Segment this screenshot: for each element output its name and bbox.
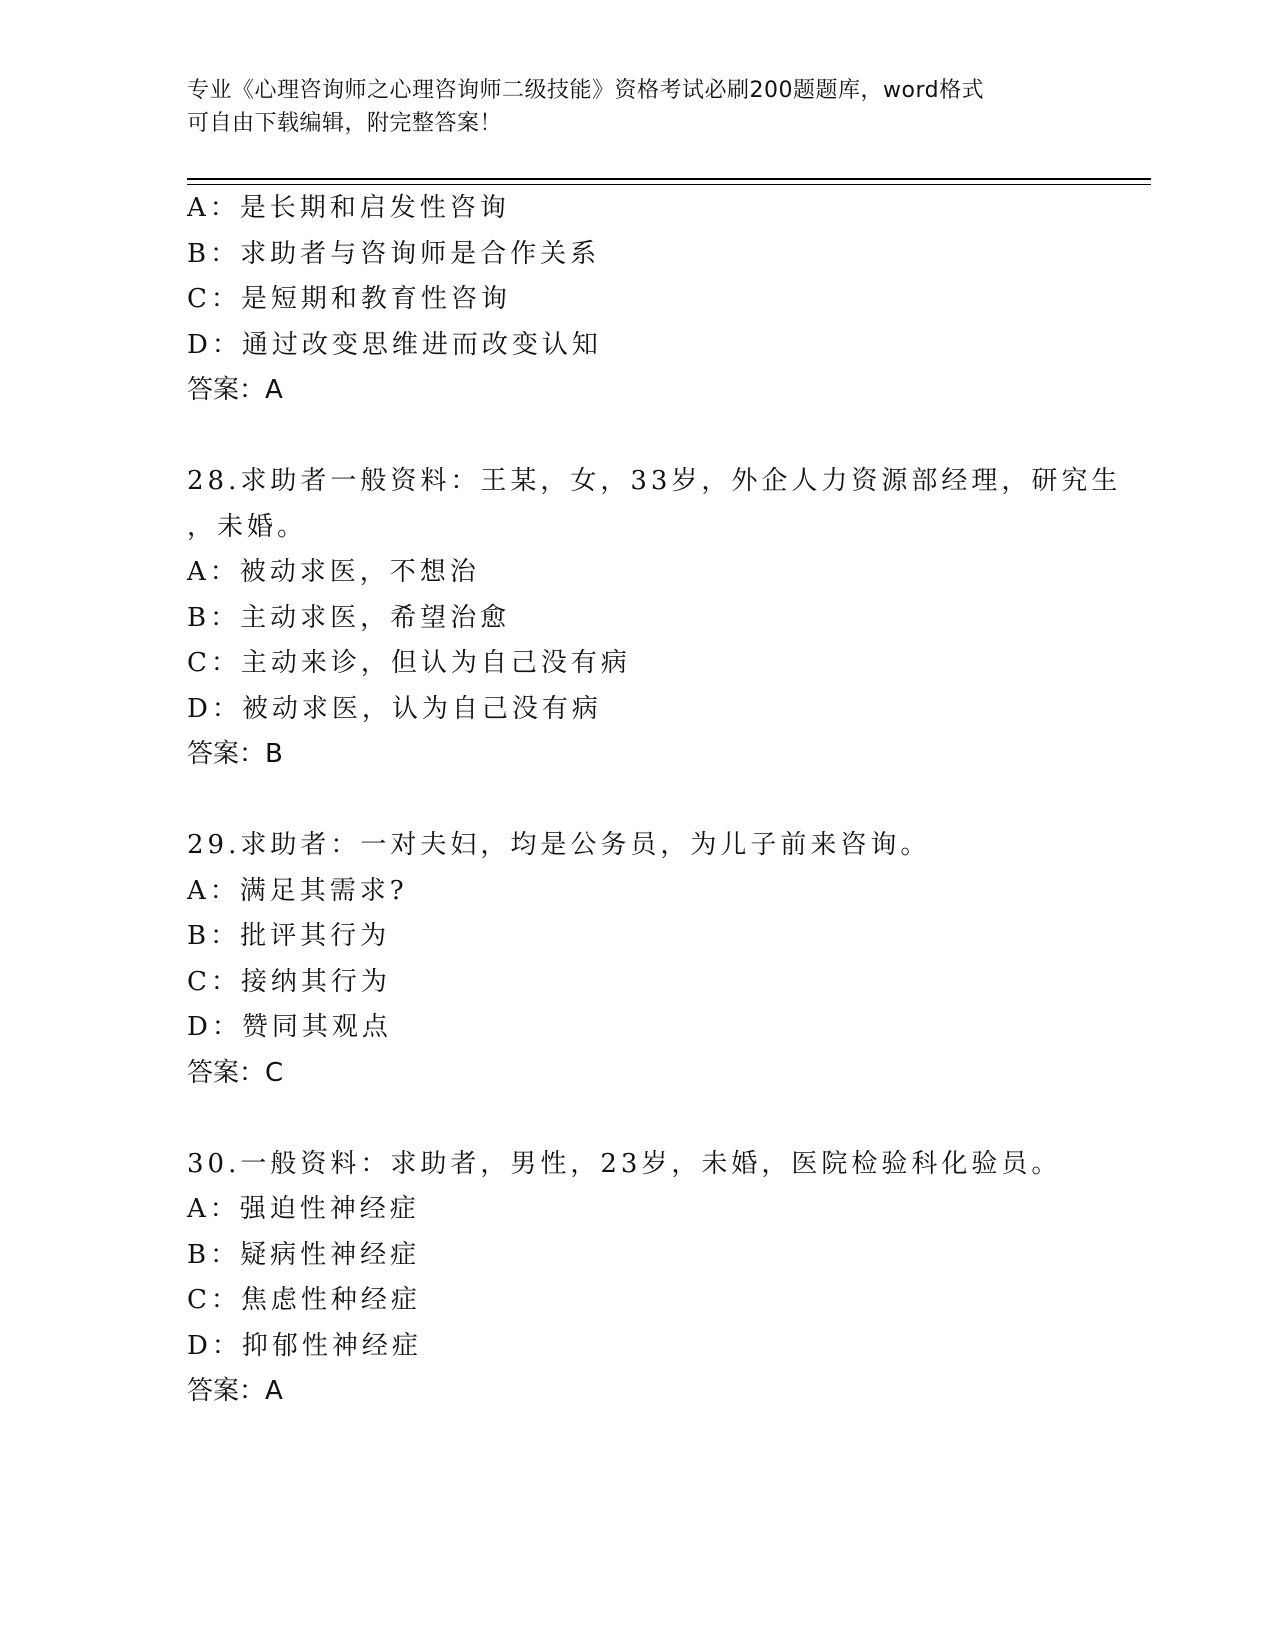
option-b: B：疑病性神经症 <box>187 1239 421 1270</box>
question-stem: 30.一般资料：求助者，男性，23岁，未婚，医院检验科化验员。 <box>187 1148 1062 1179</box>
spacer <box>187 778 1137 824</box>
option-a: A：满足其需求? <box>187 875 408 906</box>
answer: 答案：A <box>187 1376 283 1406</box>
option-c: C：焦虑性种经症 <box>187 1285 421 1315</box>
option-d: D：抑郁性神经症 <box>187 1330 422 1361</box>
option-c: C：接纳其行为 <box>187 966 391 997</box>
option-c: C：主动来诊，但认为自己没有病 <box>187 648 631 678</box>
answer: 答案：B <box>187 739 283 769</box>
option-a: A：是长期和启发性咨询 <box>187 193 510 223</box>
answer: 答案：A <box>187 375 283 405</box>
header-rule-thin <box>187 184 1151 185</box>
option-d: D：被动求医，认为自己没有病 <box>187 693 602 724</box>
spacer <box>187 414 1137 460</box>
question-stem: 28.求助者一般资料：王某，女，33岁，外企人力资源部经理，研究生 <box>187 466 1122 496</box>
option-d: D：通过改变思维进而改变认知 <box>187 329 602 360</box>
question-stem: 29.求助者：一对夫妇，均是公务员，为儿子前来咨询。 <box>187 830 931 860</box>
header-line-2: 可自由下载编辑，附完整答案！ <box>187 111 503 136</box>
question-28 <box>187 459 1137 778</box>
answer: 答案：C <box>187 1057 284 1088</box>
option-b: B：主动求医，希望治愈 <box>187 602 511 633</box>
question-stem-continued: ，未婚。 <box>187 511 308 542</box>
option-c: C：是短期和教育性咨询 <box>187 284 511 314</box>
option-a: A：强迫性神经症 <box>187 1194 420 1224</box>
option-d: D：赞同其观点 <box>187 1012 392 1042</box>
question-list <box>187 186 1137 1415</box>
spacer <box>187 1096 1137 1142</box>
question-27 <box>187 186 1137 414</box>
option-b: B：求助者与咨询师是合作关系 <box>187 238 601 269</box>
option-b: B：批评其行为 <box>187 921 391 951</box>
document-header <box>187 74 1087 140</box>
option-a: A：被动求医，不想治 <box>187 557 480 587</box>
header-line-1: 专业《心理咨询师之心理咨询师二级技能》资格考试必刷200题题库，word格式 <box>187 78 985 103</box>
question-29 <box>187 823 1137 1096</box>
question-30 <box>187 1142 1137 1415</box>
header-rule-thick <box>187 178 1151 180</box>
